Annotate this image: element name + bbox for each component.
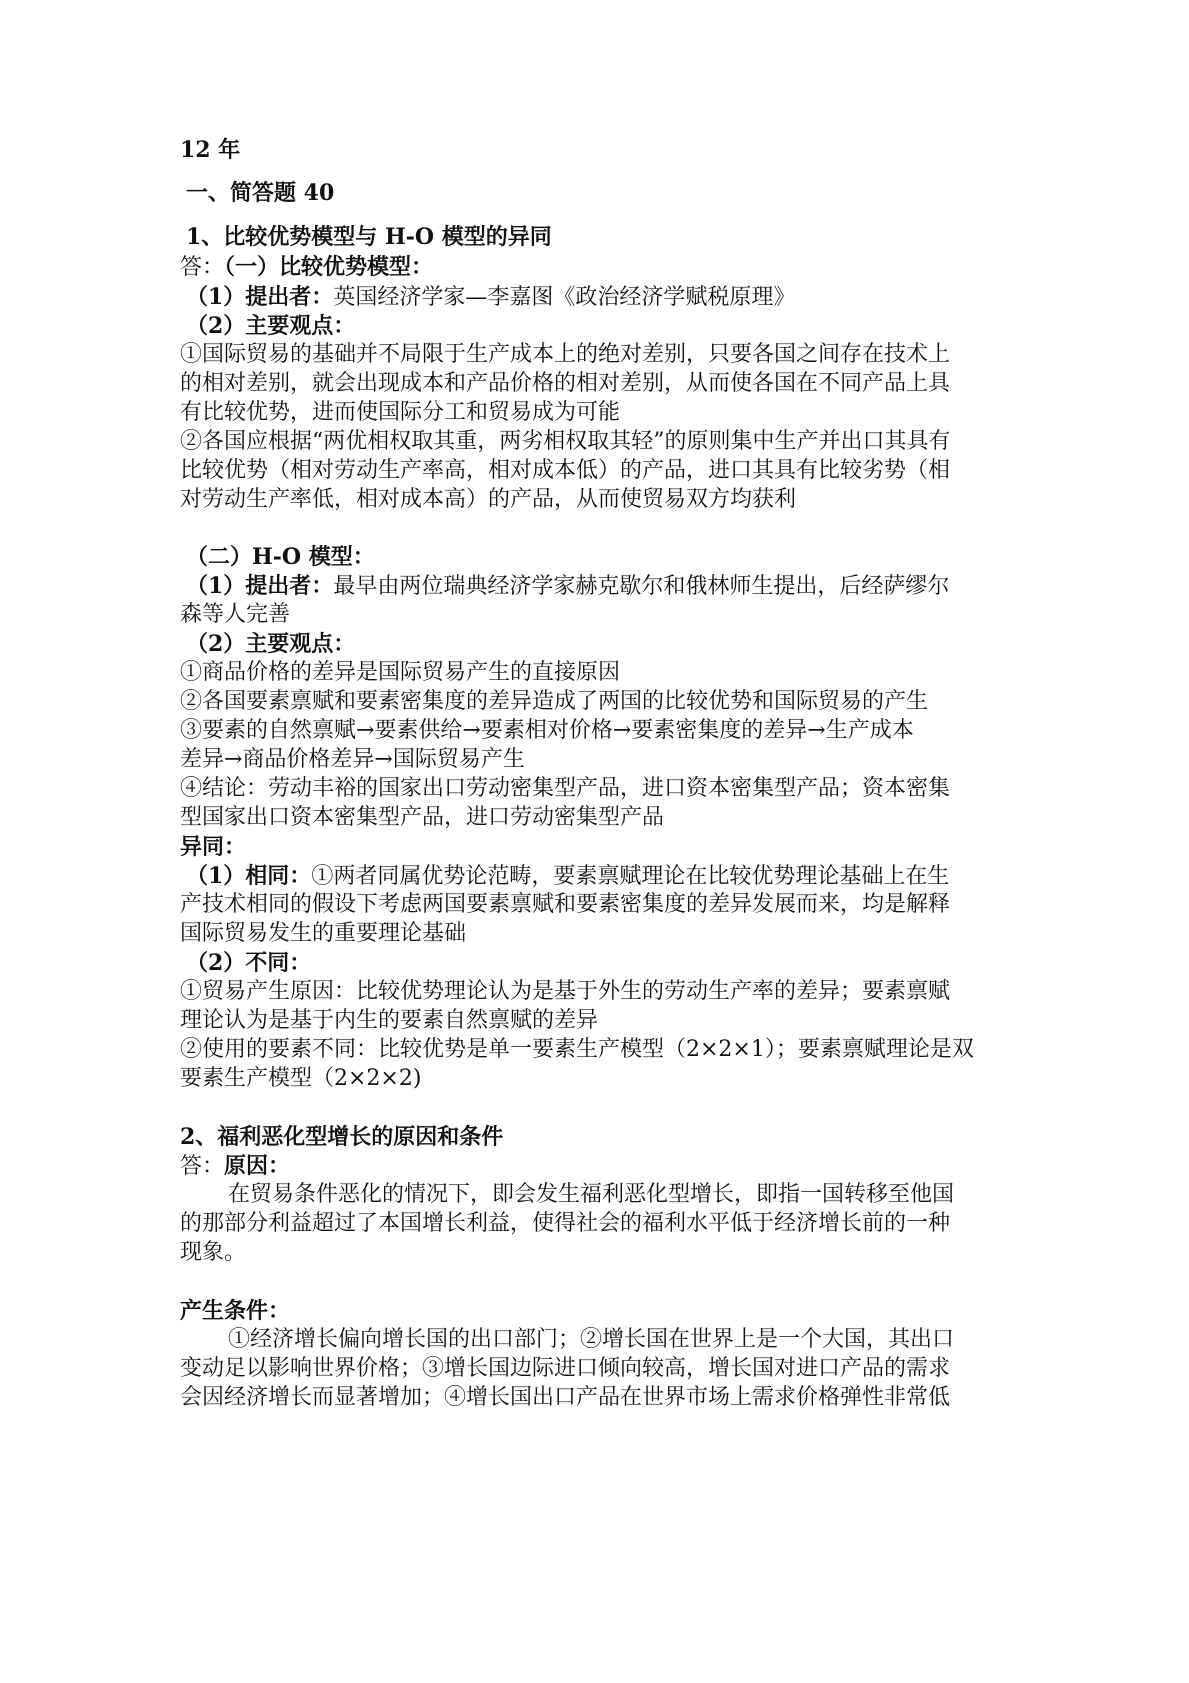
same-label: （1）相同： [186,863,312,889]
ho-main-points-label: （2）主要观点： [186,631,356,657]
paragraph-line: ③要素的自然禀赋→要素供给→要素相对价格→要素密集度的差异→生产成本 [180,718,914,743]
paragraph-line: 理论认为是基于内生的要素自然禀赋的差异 [180,1008,599,1033]
paragraph-line: ①贸易产生原因：比较优势理论认为是基于外生的劳动生产率的差异；要素禀赋 [180,979,951,1004]
part-1-title: （一）比较优势模型： [224,254,434,280]
paragraph-line: 产技术相同的假设下考虑两国要素禀赋和要素密集度的差异发展而来，均是解释 [180,892,951,917]
year-heading: 12 年 [180,137,241,163]
proposer-text: 英国经济学家—李嘉图《政治经济学赋税原理》 [333,285,796,310]
paragraph-line: 会因经济增长而显著增加；④增长国出口产品在世界市场上需求价格弹性非常低 [180,1385,951,1410]
answer-line [180,252,433,283]
paragraph-line: 有比较优势，进而使国际分工和贸易成为可能 [180,400,621,425]
paragraph-line: 型国家出口资本密集型产品，进口劳动密集型产品 [180,805,665,830]
ho-proposer-line [186,571,949,602]
part-2-title: （二）H-O 模型： [186,544,375,570]
ho-proposer-label: （1）提出者： [186,573,334,599]
paragraph-line: 的那部分利益超过了本国增长利益，使得社会的福利水平低于经济增长前的一种 [180,1211,951,1236]
different-label: （2）不同： [186,950,312,976]
proposer-label: （1）提出者： [186,284,334,310]
paragraph-line: 差异→商品价格差异→国际贸易产生 [180,747,525,772]
paragraph-line: 在贸易条件恶化的情况下，即会发生福利恶化型增长，即指一国转移至他国 [228,1182,955,1207]
paragraph-line: ①国际贸易的基础并不局限于生产成本上的绝对差别，只要各国之间存在技术上 [180,342,951,367]
answer-label: 答： [180,1154,225,1179]
same-text: ①两者同属优势论范畴，要素禀赋理论在比较优势理论基础上在生 [311,864,950,889]
paragraph-line: ②各国要素禀赋和要素密集度的差异造成了两国的比较优势和国际贸易的产生 [180,689,929,714]
paragraph-line: ②各国应根据“两优相权取其重，两劣相权取其轻”的原则集中生产并出口其具有 [180,429,951,454]
conditions-title: 产生条件： [180,1298,291,1324]
paragraph-line: ①经济增长偏向增长国的出口部门；②增长国在世界上是一个大国，其出口 [228,1327,955,1352]
reason-label: 原因： [224,1153,291,1179]
main-points-label: （2）主要观点： [186,313,356,339]
paragraph-line: 对劳动生产率低，相对成本高）的产品，从而使贸易双方均获利 [180,487,797,512]
proposer-line [186,282,795,313]
answer-line [180,1151,290,1182]
answer-label: 答： [180,255,225,280]
paragraph-line: ④结论：劳动丰裕的国家出口劳动密集型产品，进口资本密集型产品；资本密集 [180,776,951,801]
paragraph-line: 现象。 [180,1240,247,1265]
same-line [186,861,949,892]
question-2-title: 2、福利恶化型增长的原因和条件 [180,1124,504,1150]
paragraph-line: 变动足以影响世界价格；③增长国边际进口倾向较高，增长国对进口产品的需求 [180,1356,951,1381]
question-1-title: 1、比较优势模型与 H-O 模型的异同 [186,224,552,250]
paragraph-line: 的相对差别，就会出现成本和产品价格的相对差别，从而使各国在不同产品上具 [180,371,951,396]
ho-proposer-text: 最早由两位瑞典经济学家赫克歇尔和俄林师生提出，后经萨缪尔 [333,574,950,599]
section-heading: 一、简答题 40 [186,180,335,206]
paragraph-line: 要素生产模型（2×2×2) [180,1066,422,1091]
similarities-differences-title: 异同： [180,834,247,860]
paragraph-line: ②使用的要素不同：比较优势是单一要素生产模型（2×2×1）；要素禀赋理论是双 [180,1037,974,1062]
paragraph-line: 森等人完善 [180,602,291,627]
paragraph-line: ①商品价格的差异是国际贸易产生的直接原因 [180,660,621,685]
paragraph-line: 比较优势（相对劳动生产率高，相对成本低）的产品，进口其具有比较劣势（相 [180,458,951,483]
paragraph-line: 国际贸易发生的重要理论基础 [180,921,467,946]
